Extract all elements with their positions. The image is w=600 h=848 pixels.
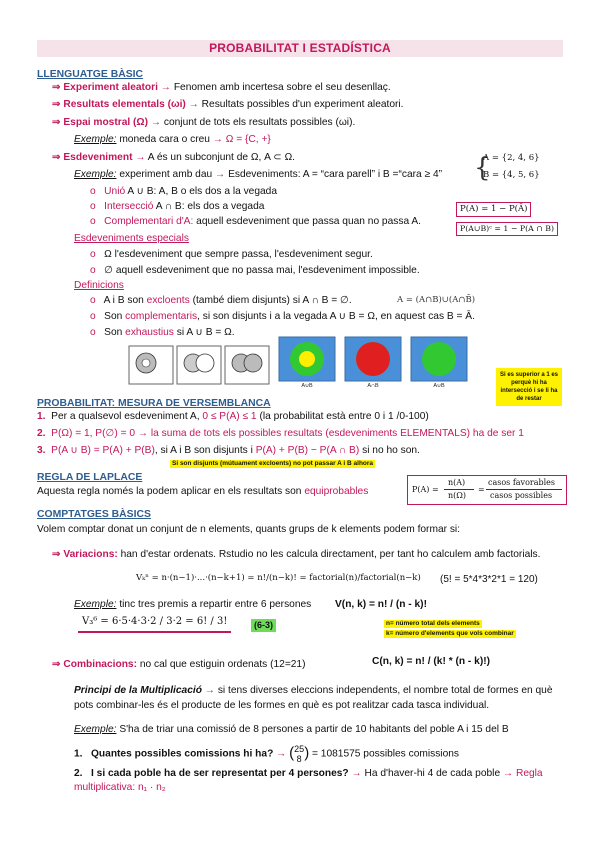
var-def: han d'estar ordenats. Rstudio no les calcula directament, per tant ho calculem amb factorials. xyxy=(120,549,541,560)
prob1-pre: Per a qualsevol esdeveniment A, xyxy=(51,411,200,422)
var-term: Variacions: xyxy=(63,549,118,560)
event-term: Esdeveniment xyxy=(63,152,133,163)
section-heading-probability: PROBABILITAT: MESURA DE VERSEMBLANCA xyxy=(37,398,271,409)
disjoint-note: Si son disjunts (mútuament excloents) no pot passar A i B alhora xyxy=(172,460,374,467)
q1-answer: = 1081575 possibles comissions xyxy=(312,748,459,760)
circle-bullet-icon: o xyxy=(90,201,96,212)
event-def: A és un subconjunt de Ω, A ⊂ Ω. xyxy=(147,152,296,163)
special-empty-text: ∅ aquell esdeveniment que no passa mai, l'esdeveniment impossible. xyxy=(104,265,420,276)
def1-formula: A = (A∩B)∪(A∩B̄) xyxy=(397,295,476,305)
comb-formula: C(n, k) = n! / (k! * (n - k)!) xyxy=(372,656,490,667)
union-rest: A ∪ B: A, B o els dos a la vegada xyxy=(127,186,278,197)
double-arrow-icon: ⇒ xyxy=(52,82,61,93)
venn-small-1 xyxy=(129,346,173,384)
venn-label-3: A∪B xyxy=(433,383,445,388)
var-example xyxy=(74,599,311,612)
example-label: Exemple: xyxy=(74,599,117,610)
space-example xyxy=(74,134,271,147)
paren-right: ) xyxy=(304,744,310,762)
special-empty xyxy=(90,265,420,278)
prob3-formula: P(A) + P(B) − P(A ∩ B) xyxy=(255,445,360,456)
example-label: Exemple: xyxy=(74,169,117,180)
venn-intersection xyxy=(345,337,401,381)
arrow-right-icon: → xyxy=(212,134,223,145)
prob-item-2 xyxy=(37,428,524,441)
number-2: 2. xyxy=(37,428,46,439)
laplace-lhs: P(A) = xyxy=(412,485,439,494)
venn-complement xyxy=(411,337,467,381)
venn-label-1: A∪B xyxy=(301,383,313,388)
inter-rest: A ∩ B: els dos a vegada xyxy=(155,201,265,212)
comb-def: no cal que estiguin ordenats (12=21) xyxy=(139,659,306,670)
variations-block xyxy=(52,549,562,562)
double-arrow-icon: ⇒ xyxy=(52,549,61,560)
binom-top: 25 xyxy=(294,744,305,754)
var-formula: Vₖⁿ = n·(n−1)·...·(n−k+1) = n!/(n−k)! = factorial(n)/factorial(n−k) xyxy=(136,573,421,583)
results-def: Resultats possibles d'un experiment aleatori. xyxy=(201,99,404,110)
example-label: Exemple: xyxy=(74,134,117,145)
laplace-formula: P(A) = n(A) n(Ω) = casos favorables casos possibles xyxy=(407,475,567,505)
brace-icon: { xyxy=(474,153,491,183)
experiment-term: Experiment aleatori xyxy=(63,82,158,93)
paren-left: ( xyxy=(289,744,295,762)
laplace-text xyxy=(37,486,368,499)
prob1-post: (la probabilitat està entre 0 i 1 /0-100) xyxy=(259,411,429,422)
def1-post: (també diem disjunts) si A ∩ B = ∅. xyxy=(192,295,352,306)
binom-bottom: 8 xyxy=(296,754,302,764)
sticky-note: Si es superior a 1 es perquè hi ha intersecció i se li ha de restar xyxy=(496,368,562,406)
compl-item xyxy=(90,216,421,229)
example-label: Exemple: xyxy=(74,724,117,735)
prob1-range: 0 ≤ P(A) ≤ 1 xyxy=(202,411,257,422)
venn-union xyxy=(279,337,335,381)
page-title: PROBABILITAT I ESTADÍSTICA xyxy=(37,40,563,57)
inter-term: Intersecció xyxy=(104,201,154,212)
special-heading: Esdeveniments especials xyxy=(74,233,189,244)
def2-post: , si son disjunts i a la vegada A ∪ B = Ω, en aquest cas B = Ā. xyxy=(197,311,475,322)
def2-pre: Son xyxy=(104,311,123,322)
example-2-text: S'ha de triar una comissió de 8 persones a partir de 10 habitants del poble A i 15 del B xyxy=(119,724,509,735)
number-1: 1. xyxy=(37,411,46,422)
circle-bullet-icon: o xyxy=(90,327,96,338)
section-heading-counting: COMPTATGES BÀSICS xyxy=(37,509,151,520)
var-calc-note: (6-3) xyxy=(251,619,276,632)
legend-n: n= número total dels elements xyxy=(386,620,480,627)
results-term: Resultats elementals (ωi) xyxy=(63,99,186,110)
def3-pre: Son xyxy=(104,327,123,338)
laplace-den1: n(Ω) xyxy=(448,491,467,500)
var-calc: V₃⁶ = 6·5·4·3·2 / 3·2 = 6! / 3! xyxy=(78,614,231,633)
def-exhaustius xyxy=(90,327,235,340)
arrow-right-icon: → xyxy=(351,768,362,779)
venn-label-2: A∩B xyxy=(367,383,379,388)
def1-pre: A i B son xyxy=(103,295,144,306)
defs-heading: Definicions xyxy=(74,280,124,291)
arrow-right-icon: → xyxy=(135,152,146,163)
section-heading-laplace: REGLA DE LAPLACE xyxy=(37,472,143,483)
compl-term: Complementari d'A: xyxy=(104,216,194,227)
arrow-right-icon: → xyxy=(137,428,149,439)
laplace-den2: casos possibles xyxy=(490,491,553,500)
inter-item xyxy=(90,201,264,214)
arrow-right-icon: → xyxy=(215,169,226,180)
space-line xyxy=(52,117,355,130)
circle-bullet-icon: o xyxy=(90,249,96,260)
def3-post: si A ∪ B = Ω. xyxy=(176,327,235,338)
compl-rest: aquell esdeveniment que passa quan no passa A. xyxy=(196,216,422,227)
arrow-right-icon: → xyxy=(502,768,514,779)
experiment-def: Fenomen amb incertesa sobre el seu desenllaç. xyxy=(173,82,391,93)
compl-formula-2: P(A∪B)ᶜ = 1 − P(A ∩ B) xyxy=(456,222,558,236)
principle-term: Principi de la Multiplicació xyxy=(74,685,202,696)
arrow-right-icon: → xyxy=(160,82,171,93)
venn-diagrams xyxy=(278,336,474,388)
def-excloents xyxy=(90,295,352,308)
experiment-line xyxy=(52,82,391,95)
def1-term: excloents xyxy=(146,295,190,306)
combinations-line xyxy=(52,659,306,672)
question-1 xyxy=(74,744,459,764)
arrow-right-icon: → xyxy=(204,685,215,696)
number-1: 1. xyxy=(74,748,83,760)
union-item xyxy=(90,186,277,199)
venn-small-3 xyxy=(225,346,269,384)
arrow-right-icon: → xyxy=(150,117,162,128)
venn-small-2 xyxy=(177,346,221,384)
event-sets-a: A = {2, 4, 6} xyxy=(483,153,540,163)
question-2 xyxy=(74,767,564,796)
counting-intro: Volem comptar donat un conjunt de n elements, quants grups de k elements podem formar si: xyxy=(37,524,461,535)
example-text: moneda cara o creu xyxy=(119,134,210,145)
principle-def: si tens diverses eleccions independents, el nombre total de formes en què pots combinar-les és el producte de les formes en què es pot realitzar cada tasca individual. xyxy=(74,685,553,711)
section-heading-basic: LLENGUATGE BÀSIC xyxy=(37,69,144,80)
def3-term: exhaustius xyxy=(125,327,174,338)
prob2-pre: P(Ω) = 1, P(∅) = 0 xyxy=(51,428,136,439)
arrow-right-icon: → xyxy=(276,748,287,760)
double-arrow-icon: ⇒ xyxy=(52,99,61,110)
union-term: Unió xyxy=(104,186,126,197)
example-2 xyxy=(74,724,509,737)
special-omega xyxy=(90,249,373,262)
var-example-text: tinc tres premis a repartir entre 6 persones xyxy=(119,599,312,610)
principle-block xyxy=(74,684,560,714)
q2-rule: Regla multiplicativa: n₁ · n₂ xyxy=(74,768,543,794)
small-venn-diagrams xyxy=(128,345,270,385)
prob3-post: si no ho son. xyxy=(362,445,420,456)
event-sets-b: B = {4, 5, 6} xyxy=(483,170,540,180)
factorial-example: (5! = 5*4*3*2*1 = 120) xyxy=(440,574,538,585)
example-result: Ω = {C, +} xyxy=(225,134,271,145)
compl-formula: P(A) = 1 − P(Ā) xyxy=(456,202,531,217)
laplace-num2: casos favorables xyxy=(488,478,555,487)
results-line xyxy=(52,99,404,112)
example-text: experiment amb dau xyxy=(119,169,213,180)
laplace-pre: Aquesta regla només la podem aplicar en els resultats son xyxy=(37,486,302,497)
var-formula-short: V(n, k) = n! / (n - k)! xyxy=(335,599,427,610)
arrow-right-icon: → xyxy=(188,99,199,110)
prob2-post: la suma de tots els possibles resultats (esdeveniments ELEMENTALS) xyxy=(150,428,471,439)
prob-item-3 xyxy=(37,445,420,458)
prob3-mid: , si A i B son disjunts i xyxy=(154,445,253,456)
prob-item-1 xyxy=(37,411,429,424)
example-rest: Esdeveniments: A = “cara parell” i B =“cara ≥ 4” xyxy=(228,169,443,180)
def-complementaris xyxy=(90,311,475,324)
event-example xyxy=(74,169,442,182)
def2-term: complementaris xyxy=(125,311,198,322)
prob2-end: ha de ser 1 xyxy=(472,428,524,439)
double-arrow-icon: ⇒ xyxy=(52,659,61,670)
number-3: 3. xyxy=(37,445,46,456)
legend-k: k= número d'elements que vols combinar xyxy=(386,630,514,637)
circle-bullet-icon: o xyxy=(90,265,96,276)
space-def: conjunt de tots els resultats possibles (ωi). xyxy=(163,117,356,128)
circle-bullet-icon: o xyxy=(90,216,96,227)
circle-bullet-icon: o xyxy=(90,295,96,306)
double-arrow-icon: ⇒ xyxy=(52,152,61,163)
q2-answer: Ha d'haver-hi 4 de cada poble xyxy=(364,768,501,779)
circle-bullet-icon: o xyxy=(90,311,96,322)
event-line xyxy=(52,152,295,165)
q2-text: I si cada poble ha de ser representat per 4 persones? xyxy=(91,768,349,779)
number-2: 2. xyxy=(74,768,83,779)
circle-bullet-icon: o xyxy=(90,186,96,197)
prob3-pre: P(A ∪ B) = P(A) + P(B) xyxy=(51,445,155,456)
comb-term: Combinacions: xyxy=(63,659,137,670)
space-term: Espai mostral (Ω) xyxy=(63,117,148,128)
laplace-num1: n(A) xyxy=(448,478,466,487)
special-omega-text: Ω l'esdeveniment que sempre passa, l'esdeveniment segur. xyxy=(104,249,373,260)
laplace-term: equiprobables xyxy=(304,486,369,497)
double-arrow-icon: ⇒ xyxy=(52,117,61,128)
q1-text: Quantes possibles comissions hi ha? xyxy=(91,748,274,760)
